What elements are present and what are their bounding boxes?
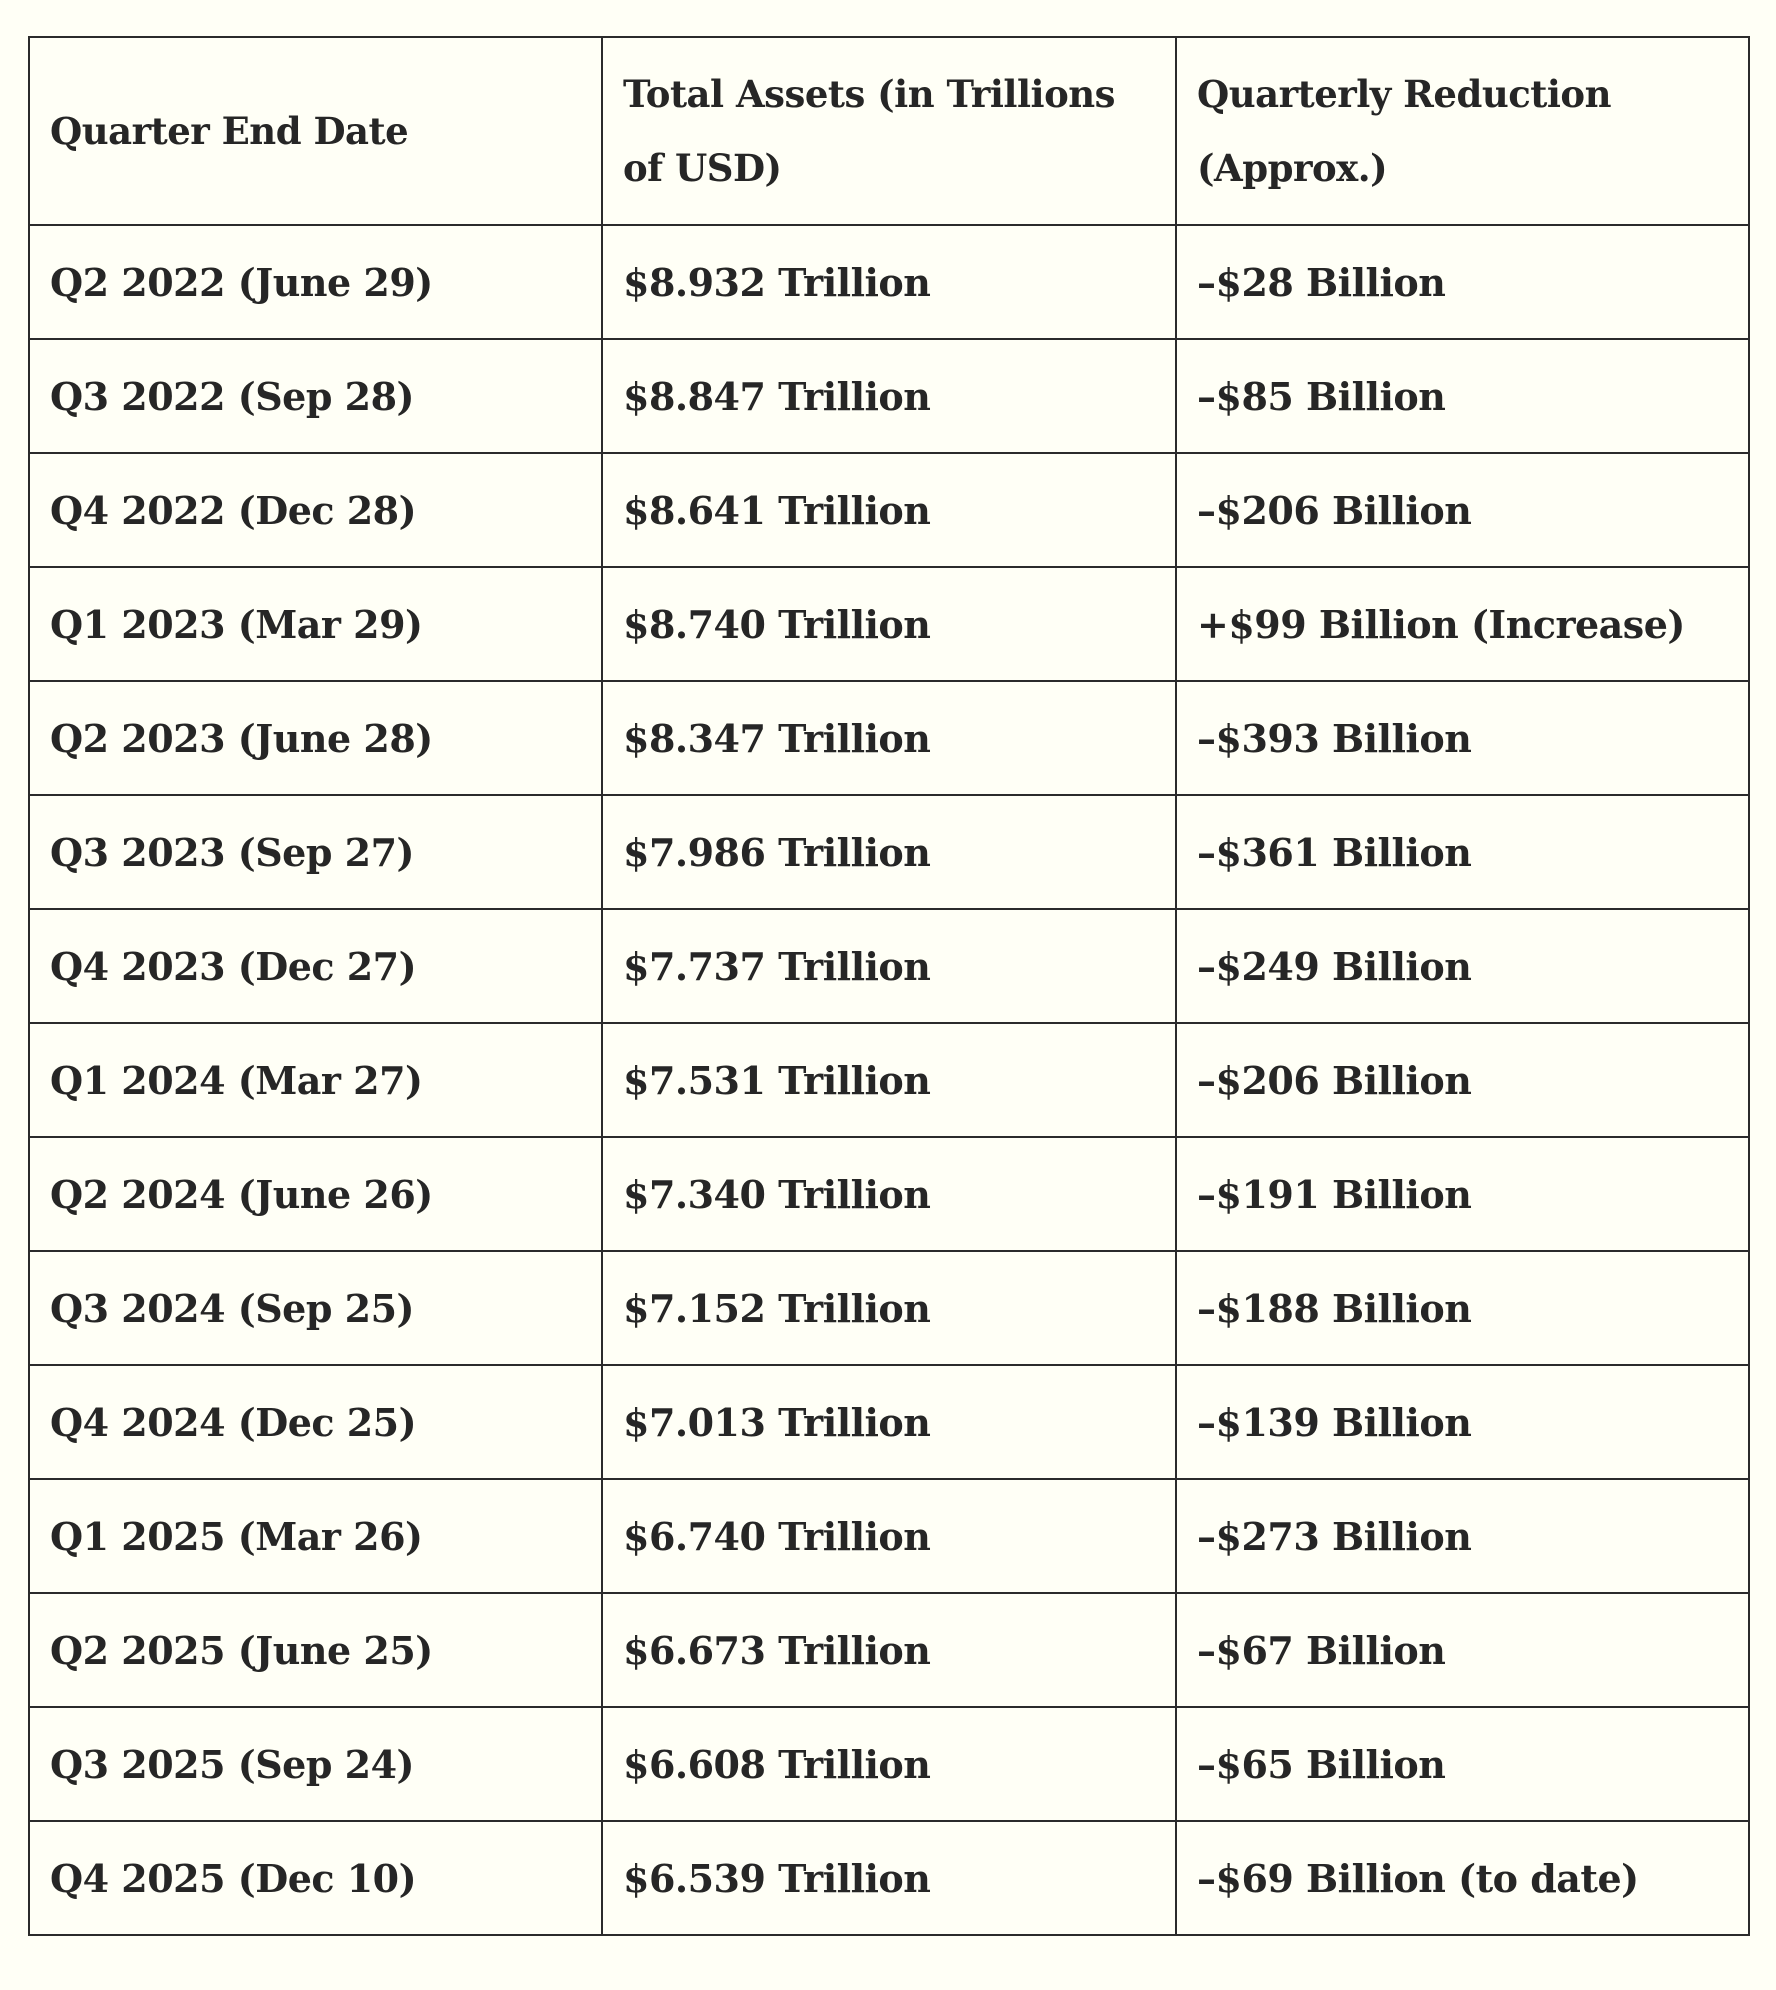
quarterly-reduction-cell: –$69 Billion (to date) bbox=[1176, 1821, 1749, 1935]
quarterly-reduction-cell: –$28 Billion bbox=[1176, 225, 1749, 339]
header-quarterly-reduction: Quarterly Reduction (Approx.) bbox=[1176, 37, 1749, 225]
table-row bbox=[29, 1365, 1749, 1479]
total-assets-cell: $7.013 Trillion bbox=[602, 1365, 1176, 1479]
table-row bbox=[29, 225, 1749, 339]
table-row bbox=[29, 567, 1749, 681]
total-assets-cell: $8.932 Trillion bbox=[602, 225, 1176, 339]
quarterly-reduction-cell: –$188 Billion bbox=[1176, 1251, 1749, 1365]
quarterly-reduction-cell: –$361 Billion bbox=[1176, 795, 1749, 909]
total-assets-cell: $6.740 Trillion bbox=[602, 1479, 1176, 1593]
quarterly-reduction-cell: –$67 Billion bbox=[1176, 1593, 1749, 1707]
total-assets-cell: $7.152 Trillion bbox=[602, 1251, 1176, 1365]
total-assets-cell: $8.740 Trillion bbox=[602, 567, 1176, 681]
quarterly-reduction-cell: +$99 Billion (Increase) bbox=[1176, 567, 1749, 681]
quarterly-reduction-cell: –$65 Billion bbox=[1176, 1707, 1749, 1821]
table-row bbox=[29, 1707, 1749, 1821]
total-assets-cell: $6.673 Trillion bbox=[602, 1593, 1176, 1707]
table-row bbox=[29, 1251, 1749, 1365]
table-row bbox=[29, 339, 1749, 453]
quarter-end-date-cell: Q1 2025 (Mar 26) bbox=[29, 1479, 602, 1593]
quarter-end-date-cell: Q4 2022 (Dec 28) bbox=[29, 453, 602, 567]
header-row bbox=[29, 37, 1749, 225]
total-assets-cell: $8.641 Trillion bbox=[602, 453, 1176, 567]
quarterly-reduction-cell: –$191 Billion bbox=[1176, 1137, 1749, 1251]
quarter-end-date-cell: Q4 2025 (Dec 10) bbox=[29, 1821, 602, 1935]
assets-table-container bbox=[28, 36, 1748, 1936]
quarterly-reduction-cell: –$249 Billion bbox=[1176, 909, 1749, 1023]
total-assets-cell: $7.340 Trillion bbox=[602, 1137, 1176, 1251]
quarter-end-date-cell: Q2 2024 (June 26) bbox=[29, 1137, 602, 1251]
quarter-end-date-cell: Q1 2023 (Mar 29) bbox=[29, 567, 602, 681]
total-assets-cell: $8.347 Trillion bbox=[602, 681, 1176, 795]
total-assets-table bbox=[28, 36, 1750, 1936]
quarterly-reduction-cell: –$206 Billion bbox=[1176, 1023, 1749, 1137]
table-row bbox=[29, 1479, 1749, 1593]
table-row bbox=[29, 1137, 1749, 1251]
quarterly-reduction-cell: –$206 Billion bbox=[1176, 453, 1749, 567]
total-assets-cell: $7.986 Trillion bbox=[602, 795, 1176, 909]
quarterly-reduction-cell: –$273 Billion bbox=[1176, 1479, 1749, 1593]
table-header bbox=[29, 37, 1749, 225]
quarter-end-date-cell: Q3 2025 (Sep 24) bbox=[29, 1707, 602, 1821]
quarter-end-date-cell: Q2 2025 (June 25) bbox=[29, 1593, 602, 1707]
quarterly-reduction-cell: –$393 Billion bbox=[1176, 681, 1749, 795]
total-assets-cell: $8.847 Trillion bbox=[602, 339, 1176, 453]
quarter-end-date-cell: Q1 2024 (Mar 27) bbox=[29, 1023, 602, 1137]
header-quarter-end-date: Quarter End Date bbox=[29, 37, 602, 225]
quarterly-reduction-cell: –$139 Billion bbox=[1176, 1365, 1749, 1479]
table-row bbox=[29, 909, 1749, 1023]
table-row bbox=[29, 681, 1749, 795]
quarter-end-date-cell: Q2 2023 (June 28) bbox=[29, 681, 602, 795]
total-assets-cell: $7.737 Trillion bbox=[602, 909, 1176, 1023]
table-row bbox=[29, 453, 1749, 567]
table-body bbox=[29, 225, 1749, 1935]
quarter-end-date-cell: Q3 2024 (Sep 25) bbox=[29, 1251, 602, 1365]
quarter-end-date-cell: Q2 2022 (June 29) bbox=[29, 225, 602, 339]
total-assets-cell: $6.539 Trillion bbox=[602, 1821, 1176, 1935]
table-row bbox=[29, 795, 1749, 909]
total-assets-cell: $6.608 Trillion bbox=[602, 1707, 1176, 1821]
quarter-end-date-cell: Q3 2022 (Sep 28) bbox=[29, 339, 602, 453]
total-assets-cell: $7.531 Trillion bbox=[602, 1023, 1176, 1137]
quarter-end-date-cell: Q4 2024 (Dec 25) bbox=[29, 1365, 602, 1479]
table-row bbox=[29, 1023, 1749, 1137]
quarter-end-date-cell: Q4 2023 (Dec 27) bbox=[29, 909, 602, 1023]
table-row bbox=[29, 1593, 1749, 1707]
quarterly-reduction-cell: –$85 Billion bbox=[1176, 339, 1749, 453]
table-row bbox=[29, 1821, 1749, 1935]
header-total-assets: Total Assets (in Trillions of USD) bbox=[602, 37, 1176, 225]
quarter-end-date-cell: Q3 2023 (Sep 27) bbox=[29, 795, 602, 909]
